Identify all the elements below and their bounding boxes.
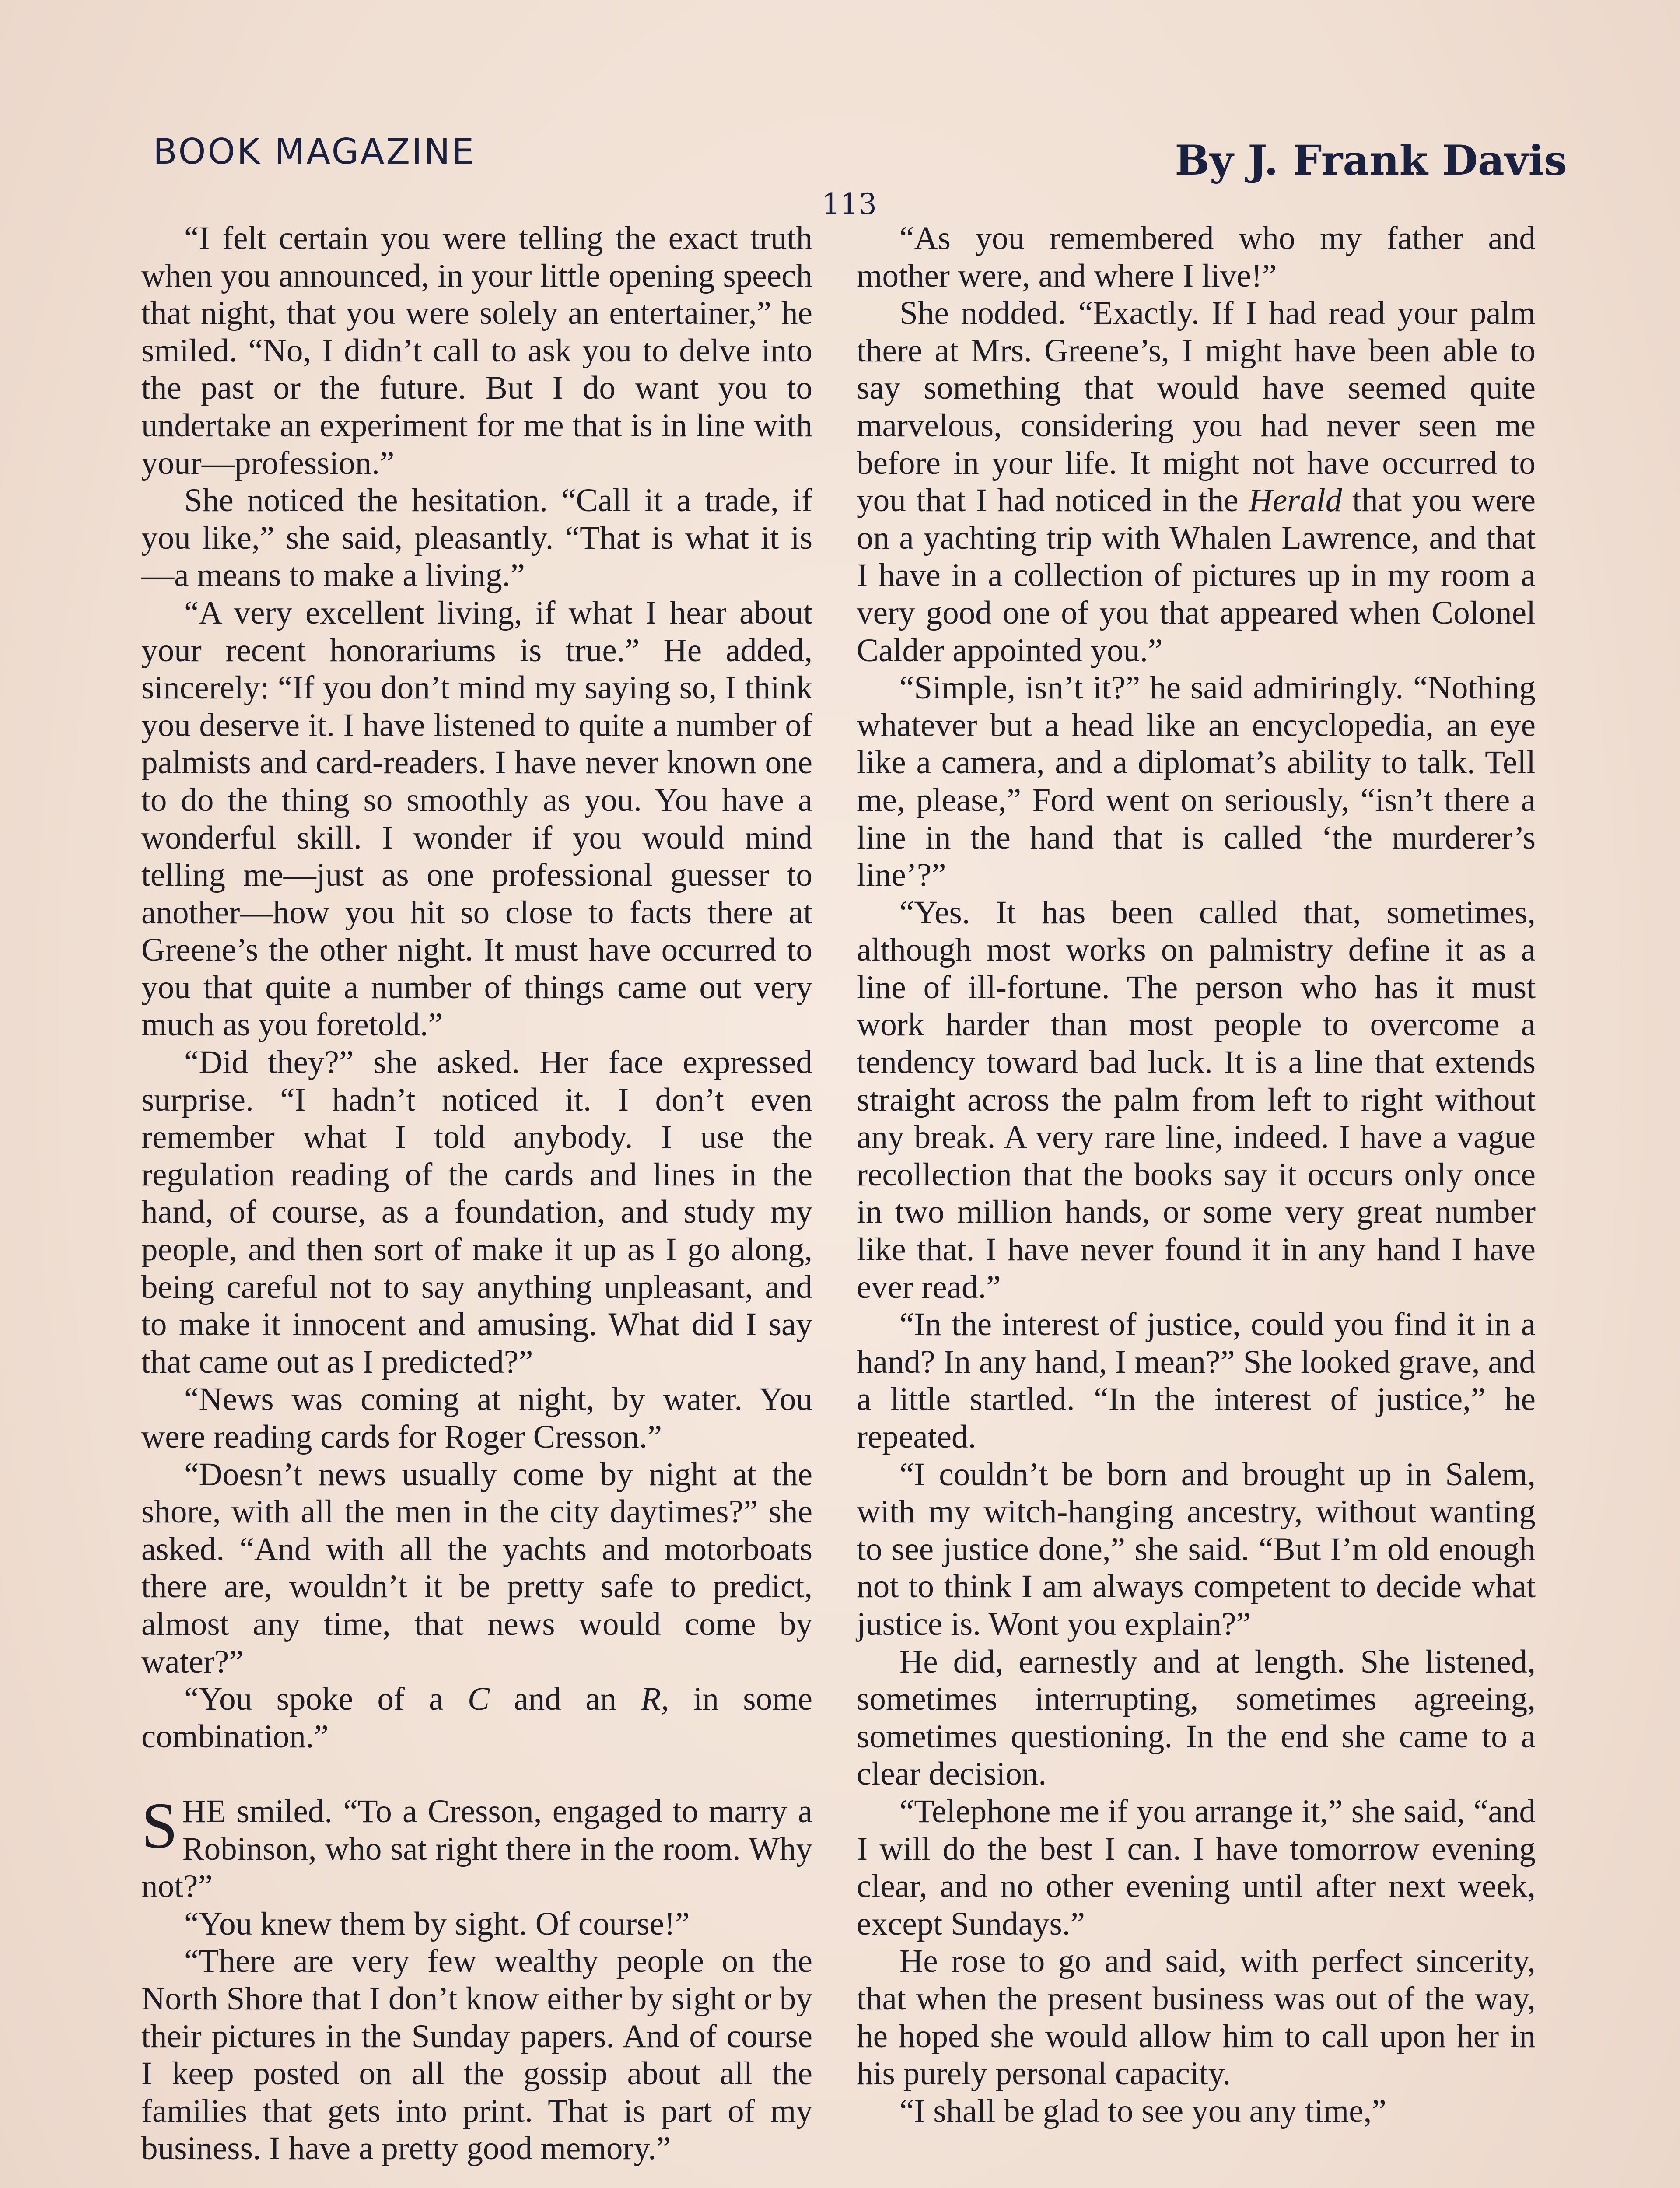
italic-letter: R, [640,1681,669,1718]
right-column [857,220,1536,2130]
paragraph: “Doesn’t news usually come by night at the shore, with all the men in the city daytimes?” she asked. “And with all the yachts and motorboats there are, wouldn’t it be pretty safe to predict, almost any time, that news would come by water?” [141,1456,812,1680]
paragraph: “I felt certain you were telling the exact truth when you announced, in your little opening speech that night, that you were solely an entertainer,” he smiled. “No, I didn’t call to ask you to delve into the past or the future. But I do want you to undertake an experiment for me that is in line with your—profession.” [141,220,812,481]
paragraph: “I shall be glad to see you any time,” [900,2093,1386,2129]
dropcap-letter: S [141,1789,178,1862]
paragraph: He did, earnestly and at length. She listened, sometimes interrupting, sometimes agreeing, sometimes questioning. In the end she came to a clear decision. [857,1643,1536,1792]
magazine-title: BOOK MAGAZINE [153,131,476,172]
paragraph: “You knew them by sight. Of course!” [184,1905,690,1942]
text-run: HE smiled. “To a Cresson, engaged to marry a Robinson, who sat right there in the room. Why not?” [141,1793,812,1905]
text-run: that you were on a yachting trip with Whalen Lawrence, and that I have in a collection of pictures up in my room a very good one of you that appeared when Colonel Calder appointed you.” [857,482,1536,669]
italic-letter: C [467,1681,490,1718]
paragraph: “Simple, isn’t it?” he said admiringly. “Nothing whatever but a head like an encyclopedia, an eye like a camera, and a diplomat’s ability to talk. Tell me, please,” Ford went on seriously, “isn’t there a line in the hand that is called ‘the murderer’s line’?” [857,670,1536,894]
text-run: “You spoke of a [184,1681,468,1718]
paragraph: “There are very few wealthy people on the North Shore that I don’t know either by sight or by their pictures in the Sunday papers. And of course I keep posted on all the gossip about all the families that gets into print. That is part of my business. I have a pretty good memory.” [141,1943,812,2167]
paragraph: He rose to go and said, with perfect sincerity, that when the present business was out of the way, he hoped she would allow him to call upon her in his purely personal capacity. [857,1943,1536,2092]
italic-text: Herald [1249,482,1342,519]
author-byline: By J. Frank Davis [1175,137,1567,185]
paragraph: “Yes. It has been called that, sometimes, although most works on palmistry define it as a line of ill-fortune. The person who has it must work harder than most people to overcome a tendency toward bad luck. It is a line that extends straight across the palm from left to right without any break. A very rare line, indeed. I have a vague recollection that the books say it occurs only once in two million hands, or some very great number like that. I have never found it in any hand I have ever read.” [857,894,1536,1305]
left-column [141,220,812,2167]
paragraph [857,295,1536,669]
dropcap-paragraph [141,1789,812,1905]
paragraph: “News was coming at night, by water. You were reading cards for Roger Cresson.” [141,1381,812,1455]
paragraph: “A very excellent living, if what I hear about your recent honorariums is true.” He added, sincerely: “If you don’t mind my saying so, I think you deserve it. I have listened to quite a number of palmists and card-readers. I have never known one to do the thing so smoothly as you. You have a wonderful skill. I wonder if you would mind telling me—just as one professional guesser to another—how you hit so close to facts there at Greene’s the other night. It must have occurred to you that quite a number of things came out very much as you foretold.” [141,594,812,1043]
paragraph: “Did they?” she asked. Her face expressed surprise. “I hadn’t noticed it. I don’t even remember what I told anybody. I use the regulation reading of the cards and lines in the hand, of course, as a foundation, and study my people, and then sort of make it up as I go along, being careful not to say anything unpleasant, and to make it innocent and amusing. What did I say that came out as I predicted?” [141,1044,812,1380]
paragraph: “As you remembered who my father and mother were, and where I live!” [857,220,1536,294]
text-run: in some combination.” [141,1681,812,1755]
page-number: 113 [822,187,877,221]
paragraph: “I couldn’t be born and brought up in Salem, with my witch-hanging ancestry, without wanting to see justice done,” she said. “But I’m old enough not to think I am always competent to decide what justice is. Wont you explain?” [857,1456,1536,1642]
paragraph: “In the interest of justice, could you find it in a hand? In any hand, I mean?” She looked grave, and a little startled. “In the interest of justice,” he repeated. [857,1306,1536,1455]
text-run: and an [490,1681,641,1718]
text-run: She nodded. “Exactly. If I had read your palm there at Mrs. Greene’s, I might have been able to say something that would have seemed quite marvelous, considering you had never seen me before in your life. It might not have occurred to you that I had noticed in the [857,295,1536,519]
paragraph [141,1680,812,1755]
paragraph: “Telephone me if you arrange it,” she said, “and I will do the best I can. I have tomorrow evening clear, and no other evening until after next week, except Sundays.” [857,1793,1536,1942]
paragraph: She noticed the hesitation. “Call it a trade, if you like,” she said, pleasantly. “That is what it is—a means to make a living.” [141,482,812,594]
